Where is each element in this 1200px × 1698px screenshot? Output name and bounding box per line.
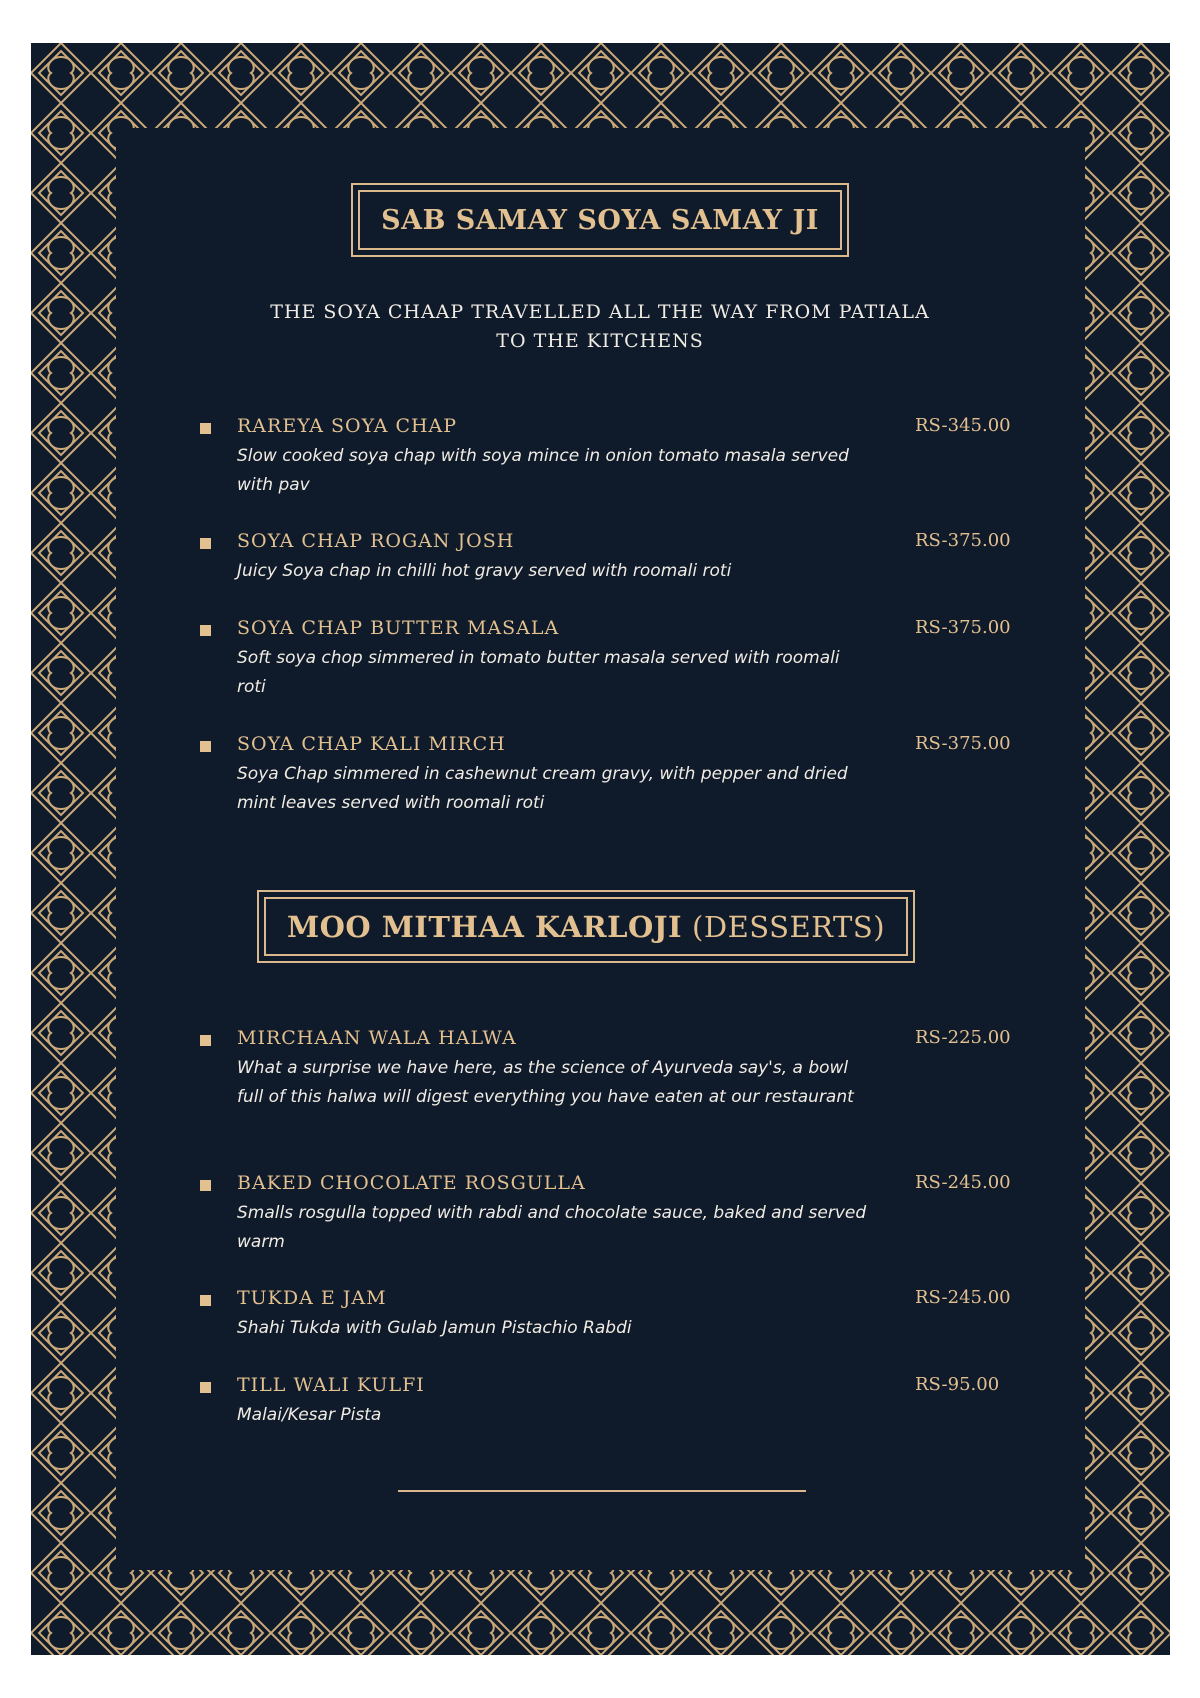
item-description: Slow cooked soya chap with soya mince in onion tomato masala served with pav xyxy=(237,446,849,495)
bullet-icon xyxy=(200,538,211,549)
bullet-icon xyxy=(200,1035,211,1046)
bottom-divider xyxy=(398,1490,806,1492)
bullet-icon xyxy=(200,625,211,636)
bullet-icon xyxy=(200,1295,211,1306)
item-price: RS-345.00 xyxy=(915,415,1011,436)
item-name: SOYA CHAP BUTTER MASALA xyxy=(237,617,560,639)
item-description: Smalls rosgulla topped with rabdi and chocolate sauce, baked and served warm xyxy=(237,1203,867,1252)
item-description: Malai/Kesar Pista xyxy=(237,1405,382,1425)
section-title-soya: SAB SAMAY SOYA SAMAY JI xyxy=(358,190,842,250)
item-description: Soft soya chop simmered in tomato butter masala served with roomali roti xyxy=(237,648,840,697)
item-price: RS-375.00 xyxy=(915,617,1011,638)
section-title-desserts: MOO MITHAA KARLOJI xyxy=(286,909,683,944)
section-title-desserts-suffix: (DESSERTS) xyxy=(692,909,886,944)
bullet-icon xyxy=(200,423,211,434)
item-price: RS-375.00 xyxy=(915,530,1011,551)
item-name: TILL WALI KULFI xyxy=(237,1374,425,1396)
item-price: RS-245.00 xyxy=(915,1287,1011,1308)
item-name: SOYA CHAP KALI MIRCH xyxy=(237,733,506,755)
item-name: RAREYA SOYA CHAP xyxy=(237,415,458,437)
item-name: TUKDA E JAM xyxy=(237,1287,387,1309)
item-name: MIRCHAAN WALA HALWA xyxy=(237,1027,517,1049)
section-subtitle xyxy=(200,298,1000,356)
item-description: Juicy Soya chap in chilli hot gravy served with roomali roti xyxy=(237,561,732,581)
item-name: BAKED CHOCOLATE ROSGULLA xyxy=(237,1172,586,1194)
subtitle-line-2: TO THE KITCHENS xyxy=(496,330,704,352)
item-price: RS-375.00 xyxy=(915,733,1011,754)
bullet-icon xyxy=(200,1382,211,1393)
subtitle-line-1: THE SOYA CHAAP TRAVELLED ALL THE WAY FROM PATIALA xyxy=(270,301,930,323)
item-price: RS-95.00 xyxy=(915,1374,1000,1395)
bullet-icon xyxy=(200,1180,211,1191)
section-title-box-desserts xyxy=(257,890,915,963)
item-description: Shahi Tukda with Gulab Jamun Pistachio Rabdi xyxy=(237,1318,632,1338)
item-price: RS-245.00 xyxy=(915,1172,1011,1193)
section-title-box-soya xyxy=(351,183,849,257)
item-description: What a surprise we have here, as the science of Ayurveda say's, a bowl full of this halwa will digest everything you have eaten at our restaurant xyxy=(237,1058,854,1107)
item-description: Soya Chap simmered in cashewnut cream gravy, with pepper and dried mint leaves served with roomali roti xyxy=(237,764,848,813)
bullet-icon xyxy=(200,741,211,752)
item-name: SOYA CHAP ROGAN JOSH xyxy=(237,530,515,552)
item-price: RS-225.00 xyxy=(915,1027,1011,1048)
